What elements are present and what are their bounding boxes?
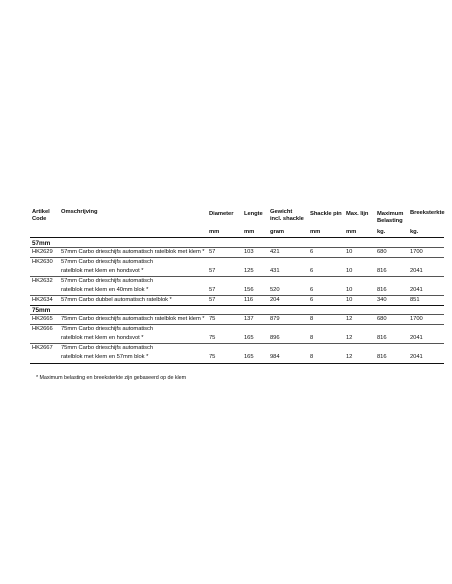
row-diameter: 57 (209, 249, 216, 255)
row-weight: 984 (270, 354, 280, 360)
row-description-line2: ratelblok met klem en 57mm blok * (61, 354, 149, 360)
row-code: HK2630 (32, 259, 53, 265)
row-max-line: 10 (346, 249, 353, 255)
row-description-line1: 57mm Carbo drieschijfs automatisch (61, 278, 154, 284)
row-shackle-pin: 8 (310, 335, 314, 341)
row-breaking-strength: 2041 (410, 335, 423, 341)
row-breaking-strength: 1700 (410, 316, 423, 322)
row-code: HK2666 (32, 326, 53, 332)
row-max-line: 10 (346, 268, 353, 274)
header-code-line2: Code (32, 216, 47, 222)
unit-length: mm (244, 229, 255, 235)
row-divider (30, 314, 444, 315)
row-max-load: 680 (377, 316, 387, 322)
row-breaking-strength: 2041 (410, 268, 423, 274)
row-shackle-pin: 8 (310, 354, 314, 360)
row-max-line: 12 (346, 335, 353, 341)
row-length: 116 (244, 297, 254, 303)
row-diameter: 75 (209, 354, 216, 360)
unit-max-line: mm (346, 229, 357, 235)
unit-max-load: kg. (377, 229, 386, 235)
row-code: HK2665 (32, 316, 53, 322)
row-diameter: 75 (209, 316, 216, 322)
row-breaking-strength: 2041 (410, 354, 423, 360)
header-length: Lengte (244, 211, 263, 217)
row-max-load: 816 (377, 335, 387, 341)
row-max-load: 340 (377, 297, 387, 303)
footnote: * Maximum belasting en breeksterkte zijn gebaseerd op de klem (36, 375, 187, 381)
row-weight: 896 (270, 335, 280, 341)
row-diameter: 57 (209, 287, 216, 293)
row-shackle-pin: 6 (310, 297, 314, 303)
table-bottom-rule (30, 363, 444, 364)
row-max-load: 816 (377, 287, 387, 293)
row-length: 156 (244, 287, 254, 293)
row-length: 125 (244, 268, 254, 274)
row-description-line2: ratelblok met klem en hondsvot * (61, 268, 144, 274)
header-description: Omschrijving (61, 209, 98, 215)
row-code: HK2667 (32, 345, 53, 351)
row-code: HK2632 (32, 278, 53, 284)
row-weight: 879 (270, 316, 280, 322)
header-diameter: Diameter (209, 211, 234, 217)
row-diameter: 57 (209, 297, 216, 303)
row-divider (30, 257, 444, 258)
row-max-load: 816 (377, 354, 387, 360)
group-heading-75mm: 75mm (32, 307, 51, 314)
row-diameter: 75 (209, 335, 216, 341)
row-diameter: 57 (209, 268, 216, 274)
row-length: 165 (244, 354, 254, 360)
row-code: HK2629 (32, 249, 53, 255)
row-weight: 204 (270, 297, 280, 303)
row-description: 75mm Carbo drieschijfs automatisch ratelblok met klem * (61, 316, 205, 322)
row-divider (30, 247, 444, 248)
header-shackle-pin: Shackle pin (310, 211, 342, 217)
row-max-load: 680 (377, 249, 387, 255)
header-breaking-strength: Breeksterkte (410, 210, 445, 216)
header-max-load-line2: Belasting (377, 218, 403, 224)
unit-weight: gram (270, 229, 284, 235)
group-heading-57mm: 57mm (32, 240, 51, 247)
unit-breaking-strength: kg. (410, 229, 419, 235)
row-divider (30, 324, 444, 325)
row-length: 103 (244, 249, 254, 255)
header-max-load-line1: Maximum (377, 211, 404, 217)
row-description-line1: 75mm Carbo drieschijfs automatisch (61, 326, 154, 332)
header-weight-line1: Gewicht (270, 209, 293, 215)
header-code-line1: Artikel (32, 209, 50, 215)
row-max-line: 12 (346, 316, 353, 322)
unit-diameter: mm (209, 229, 220, 235)
row-description: 57mm Carbo dubbel automatisch ratelblok * (61, 297, 172, 303)
row-divider (30, 276, 444, 277)
row-description: 57mm Carbo drieschijfs automatisch ratelblok met klem * (61, 249, 205, 255)
row-description-line2: ratelblok met klem en hondsvot * (61, 335, 144, 341)
group-divider (30, 305, 444, 306)
row-shackle-pin: 6 (310, 287, 314, 293)
row-breaking-strength: 1700 (410, 249, 423, 255)
row-max-load: 816 (377, 268, 387, 274)
row-divider (30, 295, 444, 296)
row-weight: 421 (270, 249, 280, 255)
row-breaking-strength: 851 (410, 297, 420, 303)
row-max-line: 10 (346, 297, 353, 303)
row-max-line: 12 (346, 354, 353, 360)
row-description-line2: ratelblok met klem en 40mm blok * (61, 287, 149, 293)
row-shackle-pin: 6 (310, 249, 314, 255)
row-shackle-pin: 6 (310, 268, 314, 274)
row-code: HK2634 (32, 297, 53, 303)
row-description-line1: 57mm Carbo drieschijfs automatisch (61, 259, 154, 265)
row-breaking-strength: 2041 (410, 287, 423, 293)
row-weight: 431 (270, 268, 280, 274)
row-length: 137 (244, 316, 254, 322)
row-weight: 520 (270, 287, 280, 293)
row-shackle-pin: 8 (310, 316, 314, 322)
row-description-line1: 75mm Carbo drieschijfs automatisch (61, 345, 154, 351)
header-divider (30, 237, 444, 238)
row-divider (30, 343, 444, 344)
row-max-line: 10 (346, 287, 353, 293)
row-length: 165 (244, 335, 254, 341)
header-weight-line2: incl. shackle (270, 216, 304, 222)
unit-shackle-pin: mm (310, 229, 321, 235)
header-max-line: Max. lijn (346, 211, 369, 217)
